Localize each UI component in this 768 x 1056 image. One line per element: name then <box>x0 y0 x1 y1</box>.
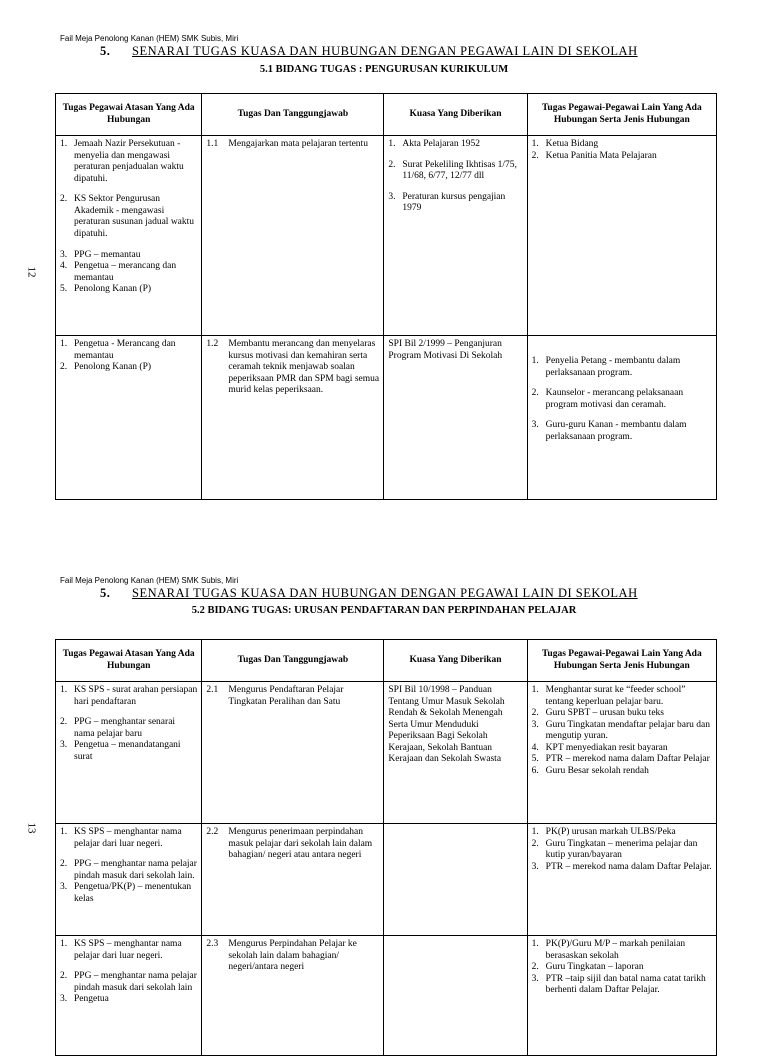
section-subtitle: 5.1 BIDANG TUGAS : PENGURUSAN KURIKULUM <box>259 64 509 75</box>
list-item <box>60 882 197 905</box>
list-item-text: Penolong Kanan (P) <box>74 284 152 295</box>
list-item <box>388 139 522 151</box>
column-header: Tugas Pegawai Atasan Yang Ada Hubungan <box>56 94 202 136</box>
list-item <box>532 720 712 743</box>
list-item <box>60 859 197 882</box>
list-item <box>60 339 197 362</box>
list-item <box>532 766 712 778</box>
page-number: 12 <box>25 266 38 278</box>
table-cell <box>527 136 716 336</box>
table-cell <box>202 336 384 500</box>
list-item-text: Guru Tingkatan – laporan <box>545 962 644 973</box>
table-cell <box>56 136 202 336</box>
list-item-text: PTR – merekod nama dalam Daftar Pelajar <box>545 754 710 765</box>
column-header: Tugas Pegawai-Pegawai Lain Yang Ada Hubungan Serta Jenis Hubungan <box>527 640 716 682</box>
table-cell <box>384 824 527 936</box>
list-item-number: 2.3 <box>206 939 219 949</box>
table-cell <box>384 936 527 1056</box>
list-item <box>206 827 379 862</box>
list-item <box>60 194 197 240</box>
list-item-number: 2. <box>531 962 539 973</box>
list-item-number: 2. <box>531 708 539 719</box>
table-row <box>56 336 717 500</box>
list-item <box>206 685 379 708</box>
table-row <box>56 136 717 336</box>
table-cell <box>384 136 527 336</box>
list-item <box>60 740 197 763</box>
list-item-text: KS SPS – menghantar nama pelajar dari luar negeri. <box>74 827 182 849</box>
list-item <box>60 139 197 185</box>
page-number: 13 <box>25 822 38 834</box>
list-item-number: 2. <box>531 388 539 399</box>
table-cell <box>56 824 202 936</box>
list-item-number: 4. <box>531 742 539 753</box>
list-item <box>532 356 712 379</box>
section-title <box>100 586 680 601</box>
list-item-number: 2. <box>60 194 68 205</box>
list-item-text: Menghantar surat ke “feeder school” tentang keperluan pelajar baru. <box>545 685 686 707</box>
list-item <box>532 962 712 974</box>
list-item-number: 1. <box>60 685 68 695</box>
list-item <box>532 974 712 997</box>
list-item-text: Peraturan kursus pengajian 1979 <box>402 191 506 214</box>
list-item-text: Jemaah Nazir Persekutuan - menyelia dan mengawasi peraturan penjadualan waktu dipatuhi. <box>74 139 184 184</box>
list-item-number: 1. <box>531 685 539 695</box>
section-title <box>100 44 680 59</box>
list-item-text: Penyelia Petang - membantu dalam perlaksanaan program. <box>545 356 681 378</box>
table-cell <box>527 824 716 936</box>
table-cell <box>384 682 527 824</box>
list-item-number: 3. <box>60 740 68 751</box>
list-item <box>206 939 379 974</box>
list-item-number: 4. <box>60 261 68 272</box>
column-header: Tugas Dan Tanggungjawab <box>202 640 384 682</box>
list-item-number: 5. <box>60 284 68 295</box>
list-item-number: 6. <box>531 766 539 777</box>
table-cell <box>527 936 716 1056</box>
list-item-text: Pengetua/PK(P) – menentukan kelas <box>74 882 192 904</box>
list-item <box>532 151 712 163</box>
table-cell <box>56 936 202 1056</box>
list-item <box>60 827 197 850</box>
list-item-number: 3. <box>531 973 539 984</box>
list-item-text: PPG – menghantar nama pelajar pindah masuk dari sekolah lain. <box>74 859 197 881</box>
column-header: Kuasa Yang Diberikan <box>384 94 527 136</box>
list-item <box>532 139 712 151</box>
table-cell <box>202 136 384 336</box>
list-item <box>532 388 712 411</box>
list-item-text: Penolong Kanan (P) <box>74 362 152 373</box>
table-cell <box>527 682 716 824</box>
list-item <box>532 685 712 708</box>
list-item <box>60 971 197 994</box>
section-title-text: SENARAI TUGAS KUASA DAN HUBUNGAN DENGAN PEGAWAI LAIN DI SEKOLAH <box>132 44 638 58</box>
section-number: 5. <box>100 586 111 600</box>
list-item-text: Pengetua <box>74 994 109 1005</box>
list-item-number: 1.2 <box>206 339 219 349</box>
list-item-text: Pengetua – merancang dan memantau <box>74 261 177 283</box>
list-item-text: PTR – merekod nama dalam Daftar Pelajar. <box>545 861 712 872</box>
list-item-text: Surat Pekeliling Ikhtisas 1/75, 11/68, 6/77, 12/77 dll <box>402 159 517 182</box>
list-item <box>60 261 197 284</box>
list-item-text: Ketua Panitia Mata Pelajaran <box>545 150 657 161</box>
list-item <box>532 939 712 962</box>
list-item <box>388 160 522 183</box>
table-row <box>56 936 717 1056</box>
list-item-text: KS Sektor Pengurusan Akademik - mengawasi peraturan susunan jadual waktu dipatuhi. <box>74 194 195 240</box>
table-row <box>56 682 717 824</box>
file-header: Fail Meja Penolong Kanan (HEM) SMK Subis, Miri <box>60 34 239 43</box>
list-item-number: 2. <box>388 159 396 170</box>
list-item-number: 3. <box>60 249 68 260</box>
list-item-number: 1. <box>531 139 539 149</box>
list-item <box>532 754 712 766</box>
list-item-number: 1. <box>388 139 396 149</box>
cell-text: SPI Bil 10/1998 – Panduan Tentang Umur Masuk Sekolah Rendah & Sekolah Menengah Serta Umur Menduduki Peperiksaan Bagi Sekolah Kerajaan, Sekolah Bantuan Kerajaan dan Sekolah Swasta <box>388 685 505 765</box>
column-header: Tugas Dan Tanggungjawab <box>202 94 384 136</box>
duty-table-kurikulum <box>55 93 717 500</box>
list-item-text: Membantu merancang dan menyelaras kursus motivasi dan kemahiran serta ceramah teknik menjawab soalan peperiksaan PMR dan SPM bagi semua murid kelas peperiksaan. <box>228 339 380 396</box>
list-item-text: Guru Besar sekolah rendah <box>545 766 649 777</box>
list-item <box>532 827 712 839</box>
list-item-number: 2. <box>531 150 539 161</box>
list-item-number: 3. <box>60 994 68 1005</box>
duty-table-pendaftaran <box>55 639 717 1056</box>
list-item <box>60 362 197 374</box>
list-item-text: Guru-guru Kanan - membantu dalam perlaksanaan program. <box>545 420 687 442</box>
list-item-text: Mengurus Pendaftaran Pelajar Tingkatan Peralihan dan Satu <box>228 685 344 707</box>
table-cell <box>384 336 527 500</box>
list-item <box>532 743 712 755</box>
list-item-text: Kaunselor - merancang pelaksanaan program motivasi dan ceramah. <box>545 388 684 410</box>
list-item-number: 3. <box>531 719 539 730</box>
list-item <box>532 862 712 874</box>
list-item-number: 3. <box>388 191 396 202</box>
list-item-text: PK(P) urusan markah ULBS/Peka <box>545 827 676 837</box>
list-item-text: PPG – menghantar senarai nama pelajar baru <box>74 717 176 739</box>
list-item <box>60 250 197 262</box>
list-item <box>532 708 712 720</box>
list-item-text: Guru SPBT – urusan buku teks <box>545 708 664 719</box>
list-item-text: Guru Tingkatan – menerima pelajar dan kutip yuran/bayaran <box>545 838 698 861</box>
list-item <box>532 420 712 443</box>
list-item <box>60 717 197 740</box>
list-item-text: PTR –taip sijil dan batal nama catat tarikh berhenti dalam Daftar Pelajar. <box>545 973 706 996</box>
list-item-text: PK(P)/Guru M/P – markah penilaian berasaskan sekolah <box>545 939 686 961</box>
list-item <box>60 994 197 1006</box>
column-header: Tugas Pegawai Atasan Yang Ada Hubungan <box>56 640 202 682</box>
list-item-number: 5. <box>531 754 539 765</box>
table-cell <box>202 824 384 936</box>
list-item-number: 2. <box>60 717 68 728</box>
list-item-text: KS SPS – menghantar nama pelajar dari luar negeri. <box>74 939 182 961</box>
list-item-number: 1. <box>60 139 68 149</box>
list-item-number: 2. <box>60 971 68 982</box>
list-item-number: 3. <box>531 420 539 431</box>
table-cell <box>56 682 202 824</box>
list-item-number: 2.1 <box>206 685 219 695</box>
list-item <box>532 839 712 862</box>
section-subtitle: 5.2 BIDANG TUGAS: URUSAN PENDAFTARAN DAN PERPINDAHAN PELAJAR <box>191 605 577 616</box>
list-item-number: 2. <box>531 838 539 849</box>
list-item <box>206 139 379 151</box>
section-number: 5. <box>100 44 111 58</box>
column-header: Kuasa Yang Diberikan <box>384 640 527 682</box>
table-row <box>56 824 717 936</box>
list-item-text: Pengetua - Merancang dan memantau <box>74 339 176 361</box>
list-item-number: 2.2 <box>206 827 219 837</box>
cell-text: SPI Bil 2/1999 – Penganjuran Program Motivasi Di Sekolah <box>388 339 503 361</box>
list-item-number: 1. <box>60 939 68 949</box>
list-item-number: 1. <box>531 939 539 949</box>
list-item-number: 3. <box>60 882 68 893</box>
list-item <box>60 685 197 708</box>
list-item-number: 2. <box>60 859 68 870</box>
list-item-text: PPG – menghantar nama pelajar pindah masuk dari sekolah lain <box>74 971 197 993</box>
list-item-number: 1. <box>60 339 68 349</box>
list-item-text: Mengurus Perpindahan Pelajar ke sekolah lain dalam bahagian/ negeri/antara negeri <box>228 939 357 973</box>
list-item-text: PPG – memantau <box>74 249 141 260</box>
table-cell <box>202 682 384 824</box>
list-item-text: Akta Pelajaran 1952 <box>402 139 480 149</box>
column-header: Tugas Pegawai-Pegawai Lain Yang Ada Hubungan Serta Jenis Hubungan <box>527 94 716 136</box>
section-title-text: SENARAI TUGAS KUASA DAN HUBUNGAN DENGAN PEGAWAI LAIN DI SEKOLAH <box>132 586 638 600</box>
list-item <box>206 339 379 397</box>
list-item-number: 1. <box>531 356 539 366</box>
list-item-number: 1.1 <box>206 139 219 149</box>
list-item-number: 1. <box>60 827 68 837</box>
table-cell <box>56 336 202 500</box>
list-item-text: Ketua Bidang <box>545 139 599 149</box>
list-item-text: Mengajarkan mata pelajaran tertentu <box>228 139 368 149</box>
list-item <box>60 284 197 296</box>
list-item-text: KS SPS - surat arahan persiapan hari pendaftaran <box>74 685 198 707</box>
file-header: Fail Meja Penolong Kanan (HEM) SMK Subis, Miri <box>60 576 239 585</box>
list-item-text: KPT menyediakan resit bayaran <box>545 742 668 753</box>
table-cell <box>527 336 716 500</box>
list-item-text: Pengetua – menandatangani surat <box>74 740 181 762</box>
list-item-number: 2. <box>60 362 68 373</box>
list-item-number: 1. <box>531 827 539 837</box>
list-item <box>388 192 522 215</box>
table-cell <box>202 936 384 1056</box>
list-item <box>60 939 197 962</box>
list-item-number: 3. <box>531 861 539 872</box>
list-item-text: Guru Tingkatan mendaftar pelajar baru dan mengutip yuran. <box>545 719 711 742</box>
list-item-text: Mengurus penerimaan perpindahan masuk pelajar dari sekolah lain dalam bahagian/ negeri atau antara negeri <box>228 827 373 861</box>
